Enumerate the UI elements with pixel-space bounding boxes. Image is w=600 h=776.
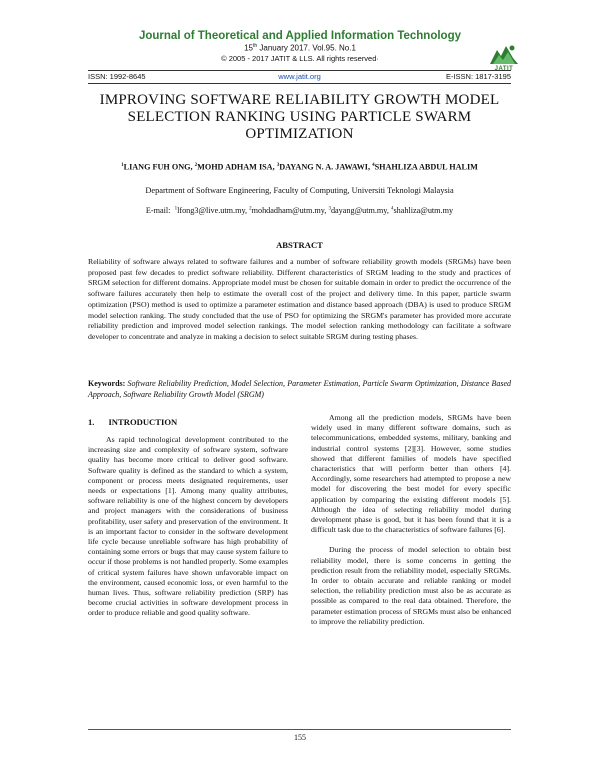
jatit-logo-icon [487,42,521,68]
keywords-text: Software Reliability Prediction, Model Selection, Parameter Estimation, Particle Swarm Optimization, Distance Based Approach, Software Reliability Growth Model (SRGM) [88,379,512,399]
email-mark: 3 [328,206,331,212]
email-list [88,206,511,215]
section-number: 1. [88,417,95,427]
section-heading [88,417,177,427]
email-mark: 1 [174,206,178,212]
author-mark: 4 [372,163,375,168]
issue-day-suffix: th [253,43,258,49]
email-address[interactable]: lfong3@live.utm.my, [177,206,250,215]
issn-line [88,72,511,82]
left-column [88,435,288,619]
page-number: 155 [294,733,306,742]
email-mark: 4 [390,206,394,212]
email-mark: 2 [249,206,252,212]
paper-title: IMPROVING SOFTWARE RELIABILITY GROWTH MODEL SELECTION RANKING USING PARTICLE SWARM OPTIMIZATION [99,92,500,142]
abstract-text: Reliability of software always related to software failures and a number of software reliability growth models (SRGMs) have been proposed past few decades to predict software reliability. Different characteristics of SRGM leading to the study and practices of SRGM selection for different domains. Appropriate model must be chosen for suitable domain in order to predict the occurrence of the software failures accurately then help to estimate the overall cost of the project and delivery time. In this paper, particle swarm optimization (PSO) method is used to optimize a parameter estimation and distance based approach (DBA) is used to produce SRGM model selection ranking. The study concluded that the use of PSO for optimizing the SRGM's parameter has provided more accurate reliability prediction and improved model selection rankings. The model selection ranking methodology can facilitate a software developer to concentrate and analyze in making a decision to select suitable SRGM during testing phases. [88,257,511,341]
issue-rest: January 2017. Vol.95. No.1 [257,43,356,53]
email-address[interactable]: mohdadham@utm.my, [251,206,329,215]
keywords [88,379,511,400]
copyright-line: © 2005 - 2017 JATIT & LLS. All rights reserved· [221,53,379,63]
email-address[interactable]: dayang@utm.my, [330,206,391,215]
header-rule-top [88,70,511,71]
journal-website-link[interactable]: www.jatit.org [278,72,321,81]
header-rule-bottom [88,83,511,84]
section-title: INTRODUCTION [108,417,178,427]
author-mark: 3 [276,163,280,168]
body-paragraph: During the process of model selection to obtain best reliability model, there is some concerns in getting the prediction result from the reliability model, especially SRGMs. In order to obtain accurate and reliable ranking or model selection, the reliability prediction must also be as accurate as possible as compared to the real data obtained. Therefore, the parameter estimation process of SRGMs must also be enhanced to improve the reliability prediction. [311,545,511,626]
author-mark: 2 [194,163,198,168]
right-column [311,413,511,627]
journal-title: Journal of Theoretical and Applied Information Technology [138,30,462,42]
author-list [88,160,511,173]
issue-day: 15 [244,43,253,53]
body-paragraph: Among all the prediction models, SRGMs have been widely used in many different software domains, such as telecommunications, embedded systems, military, banking and industrial control systems [2][3]. However, some studies showed that different families of models have specified characteristics that will perform better than others [4]. Accordingly, some researchers had attempted to propose a new model for discovering the best model for every specific application by comparing the existing different models [5]. Although the idea of selecting reliability model during development phase is good, but it has been found that it is a difficult task due to the characteristics of software failures [6]. [311,413,511,535]
issn: ISSN: 1992-8645 [88,72,146,81]
eissn: E-ISSN: 1817-3195 [445,72,511,81]
email-address[interactable]: shahliza@utm.my [393,206,454,215]
author-name: LIANG FUH ONG, [123,162,195,172]
author-name: MOHD ADHAM ISA, [197,162,277,172]
author-name: DAYANG N. A. JAWAWI, [279,162,373,172]
affiliation: Department of Software Engineering, Faculty of Computing, Universiti Teknologi Malaysia [145,186,454,195]
author-name: SHAHLIZA ABDUL HALIM [374,162,478,172]
keywords-label: Keywords: [88,379,126,388]
email-label: E-mail: [145,206,171,215]
logo-text: JATIT [494,66,514,72]
body-paragraph: As rapid technological development contributed to the increasing size and complexity of software system, software quality has become more critical to deliver good software. Software quality is defined as the standard to which a system, component or process meets designated requirements, user needs or expectations [1]. Among many quality attributes, software reliability is one of the highest concern by developers and project managers with the considerations of business profitability, user safety and preservation of the environment. It is an important factor to consider in the software development life cycle because unreliable software has high probability of containing some errors or bugs that may cause system failure to occur if those problems is not handled properly. Some examples of critical system failures have shown unfavorable impact on the environment, caused economic loss, or even harmful to the human lives. Thus, software reliability prediction (SRP) has become crucial activities in software development process in order to produce reliable and good quality software. [88,435,289,618]
footer-rule [88,729,511,730]
author-mark: 1 [121,163,124,168]
abstract-heading: ABSTRACT [276,240,323,250]
